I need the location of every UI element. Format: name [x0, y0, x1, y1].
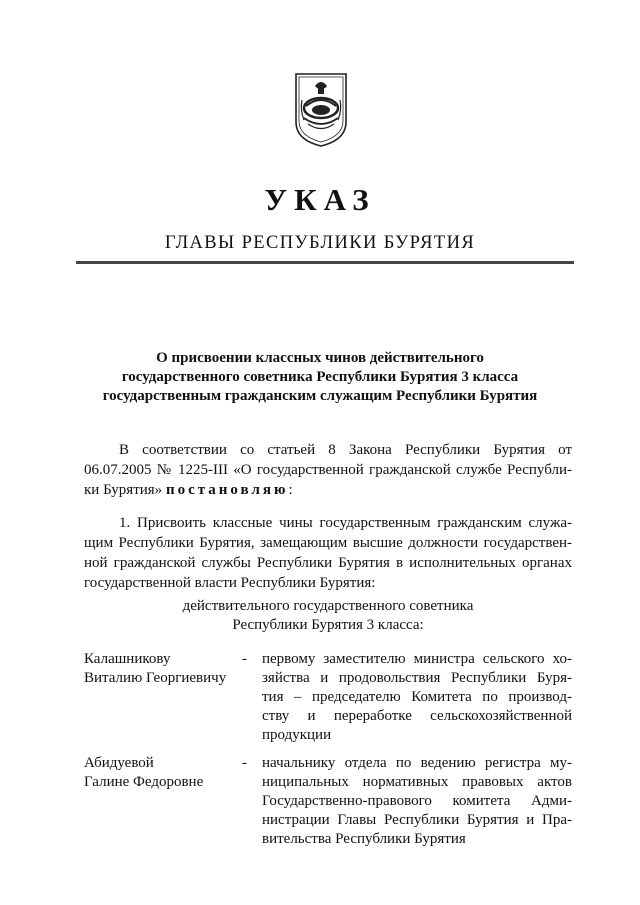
header-divider [76, 261, 574, 264]
preamble-text: ки Бурятия» [84, 482, 163, 498]
item-1-line: щим Республики Бурятия, замещающим высшие должности государствен- [84, 535, 572, 551]
document-title: УКАЗ [264, 182, 376, 217]
item-1-paragraph [84, 513, 572, 593]
preamble-line: В соответствии со статьей 8 Закона Республики Бурятия от [119, 442, 572, 458]
preamble-line [84, 480, 572, 500]
preamble-line: 06.07.2005 № 1225-III «О государственной гражданской службе Республи- [84, 462, 572, 478]
preamble-colon: : [288, 482, 293, 498]
position-line: начальнику отдела по ведению регистра му- [262, 755, 572, 771]
preamble-paragraph [84, 440, 572, 500]
position-line: ству и переработке сельскохозяйственной [262, 708, 572, 724]
decree-keyword: постановляю [165, 482, 289, 498]
person-position [262, 754, 572, 849]
position-line: нистрации Главы Республики Бурятия и Пра- [262, 812, 572, 828]
position-line: ниципальных нормативных правовых актов [262, 774, 572, 790]
rank-line: действительного государственного советника [182, 598, 474, 614]
item-1-line: 1. Присвоить классные чины государственным гражданским служа- [119, 515, 572, 531]
rank-line: Республики Бурятия 3 класса: [232, 617, 424, 633]
position-line: зяйства и продовольствия Республики Буря- [262, 670, 572, 686]
person-given-names: Галине Федоровне [84, 774, 204, 790]
item-1-line: государственной власти Республики Бурятия: [84, 575, 376, 591]
heading-line: О присвоении классных чинов действительного [156, 350, 484, 366]
coat-of-arms-emblem [294, 70, 348, 148]
person-name [84, 650, 244, 688]
person-dash: - [242, 755, 247, 771]
item-1-line: ной гражданской службы Республики Бурятия в исполнительных органах [84, 555, 572, 571]
rank-title [84, 597, 572, 635]
person-surname: Калашникову [84, 651, 171, 667]
person-position [262, 650, 572, 745]
position-line: Государственно-правового комитета Адми- [262, 793, 572, 809]
person-surname: Абидуевой [84, 755, 154, 771]
heading-line: государственного советника Республики Бурятия 3 класса [121, 369, 519, 385]
decree-heading [70, 349, 570, 406]
person-name [84, 754, 244, 792]
position-line: продукции [262, 727, 332, 743]
heading-line: государственным гражданским служащим Республики Бурятия [102, 388, 538, 404]
person-given-names: Виталию Георгиевичу [84, 670, 227, 686]
position-line: первому заместителю министра сельского хо- [262, 651, 572, 667]
document-subtitle: ГЛАВЫ РЕСПУБЛИКИ БУРЯТИЯ [164, 233, 476, 253]
position-line: тия – председателю Комитета по производ- [262, 689, 572, 705]
position-line: вительства Республики Бурятия [262, 831, 466, 847]
person-dash: - [242, 651, 247, 667]
